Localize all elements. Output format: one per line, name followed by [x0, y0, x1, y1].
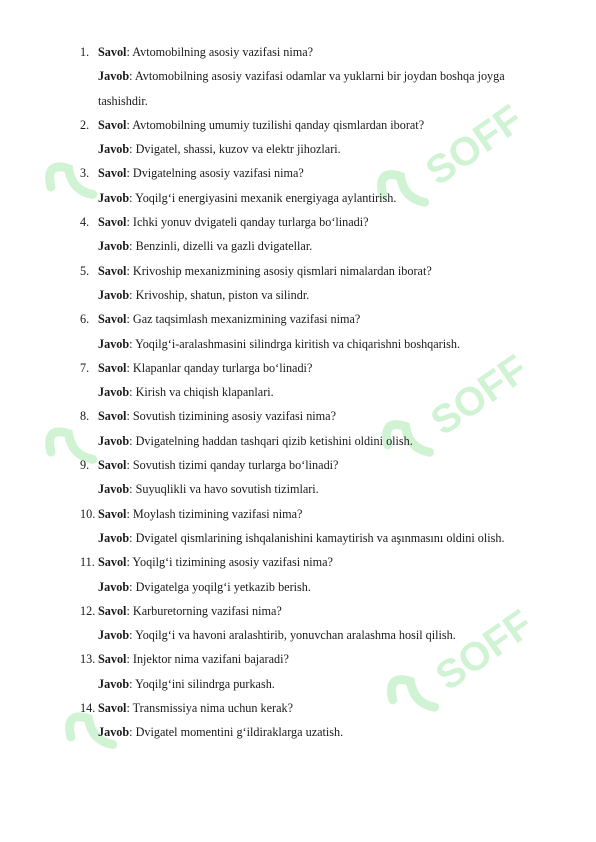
answer-text: : Dvigatel qismlarining ishqalanishini kamaytirish va aşınmasını oldini olish.	[129, 530, 505, 545]
answer-line	[80, 332, 540, 356]
answer-label: Javob	[98, 482, 130, 497]
question-text: : Ichki yonuv dvigateli qanday turlarga bo‘linadi?	[126, 215, 369, 230]
answer-line	[80, 720, 540, 744]
question-text: : Klapanlar qanday turlarga bo‘linadi?	[126, 360, 313, 375]
answer-text: : Yoqilg‘i energiyasini mexanik energiyaga aylantirish.	[129, 190, 397, 205]
item-number: 11.	[80, 555, 95, 570]
qa-item	[80, 259, 540, 308]
item-number: 4.	[80, 215, 90, 230]
question-line	[80, 550, 540, 574]
question-line	[80, 210, 540, 234]
question-label: Savol	[98, 458, 127, 473]
question-text: : Moylash tizimining vazifasi nima?	[126, 506, 303, 521]
answer-label: Javob	[98, 579, 130, 594]
item-number: 7.	[80, 360, 90, 375]
question-line	[80, 161, 540, 185]
answer-text: : Yoqilg‘ini silindrga purkash.	[129, 676, 275, 691]
answer-label: Javob	[98, 336, 130, 351]
qa-item	[80, 647, 540, 696]
question-label: Savol	[98, 312, 127, 327]
answer-line	[80, 137, 540, 161]
question-line	[80, 113, 540, 137]
question-label: Savol	[98, 263, 127, 278]
question-line	[80, 307, 540, 331]
question-line	[80, 599, 540, 623]
answer-line	[80, 672, 540, 696]
question-text: : Avtomobilning umumiy tuzilishi qanday qismlardan iborat?	[126, 117, 425, 132]
answer-text: : Yoqilg‘i va havoni aralashtirib, yonuvchan aralashma hosil qilish.	[129, 628, 456, 643]
answer-label: Javob	[98, 628, 130, 643]
qa-item	[80, 307, 540, 356]
answer-line	[80, 526, 540, 550]
qa-item	[80, 210, 540, 259]
question-text: : Dvigatelning asosiy vazifasi nima?	[126, 166, 304, 181]
question-line	[80, 647, 540, 671]
item-number: 3.	[80, 166, 90, 181]
item-number: 2.	[80, 117, 90, 132]
answer-text: : Yoqilg‘i-aralashmasini silindrga kiritish va chiqarishni boshqarish.	[129, 336, 460, 351]
answer-label: Javob	[98, 530, 130, 545]
answer-text: : Dvigatel momentini g‘ildiraklarga uzatish.	[129, 725, 344, 740]
answer-line	[80, 64, 540, 113]
question-text: : Karburetorning vazifasi nima?	[126, 603, 282, 618]
svg-text:SOFF: SOFF	[428, 601, 541, 699]
question-label: Savol	[98, 117, 127, 132]
answer-text: : Krivoship, shatun, piston va silindr.	[129, 287, 310, 302]
item-number: 13.	[80, 652, 96, 667]
question-label: Savol	[98, 603, 127, 618]
answer-label: Javob	[98, 287, 130, 302]
question-line	[80, 453, 540, 477]
question-label: Savol	[98, 555, 127, 570]
qa-item	[80, 161, 540, 210]
question-label: Savol	[98, 215, 127, 230]
question-label: Savol	[98, 701, 127, 716]
qa-item	[80, 696, 540, 745]
question-line	[80, 356, 540, 380]
qa-item	[80, 40, 540, 113]
question-line	[80, 40, 540, 64]
answer-label: Javob	[98, 676, 130, 691]
answer-line	[80, 477, 540, 501]
item-number: 14.	[80, 701, 96, 716]
question-line	[80, 404, 540, 428]
qa-item	[80, 453, 540, 502]
qa-item	[80, 550, 540, 599]
svg-text:SOFF: SOFF	[418, 96, 531, 194]
answer-label: Javob	[98, 69, 130, 84]
answer-label: Javob	[98, 239, 130, 254]
question-text: : Gaz taqsimlash mexanizmining vazifasi nima?	[126, 312, 361, 327]
answer-label: Javob	[98, 385, 130, 400]
answer-text: : Suyuqlikli va havo sovutish tizimlari.	[129, 482, 319, 497]
question-line	[80, 259, 540, 283]
item-number: 6.	[80, 312, 90, 327]
answer-line	[80, 283, 540, 307]
answer-line	[80, 429, 540, 453]
item-number: 1.	[80, 45, 90, 59]
answer-text: : Avtomobilning asosiy vazifasi odamlar va yuklarni bir joydan boshqa joyga tashishdir.	[98, 69, 505, 108]
question-text: : Yoqilg‘i tizimining asosiy vazifasi nima?	[126, 555, 333, 570]
answer-line	[80, 623, 540, 647]
question-label: Savol	[98, 652, 127, 667]
question-label: Savol	[98, 409, 127, 424]
qa-item	[80, 502, 540, 551]
item-number: 5.	[80, 263, 90, 278]
question-text: : Sovutish tizimi qanday turlarga bo‘linadi?	[126, 458, 339, 473]
answer-text: : Benzinli, dizelli va gazli dvigatellar.	[129, 239, 313, 254]
question-label: Savol	[98, 45, 127, 59]
qa-item	[80, 404, 540, 453]
answer-label: Javob	[98, 725, 130, 740]
qa-item	[80, 113, 540, 162]
svg-text:SOFF: SOFF	[423, 346, 536, 444]
question-label: Savol	[98, 360, 127, 375]
question-text: : Krivoship mexanizmining asosiy qismlari nimalardan iborat?	[126, 263, 432, 278]
answer-line	[80, 575, 540, 599]
answer-text: : Kirish va chiqish klapanlari.	[129, 385, 274, 400]
qa-item	[80, 356, 540, 405]
qa-item	[80, 599, 540, 648]
question-label: Savol	[98, 506, 127, 521]
question-text: : Avtomobilning asosiy vazifasi nima?	[126, 45, 314, 59]
answer-text: : Dvigatelning haddan tashqari qizib ketishini oldini olish.	[129, 433, 413, 448]
qa-list	[80, 40, 540, 745]
question-label: Savol	[98, 166, 127, 181]
answer-label: Javob	[98, 433, 130, 448]
answer-label: Javob	[98, 190, 130, 205]
item-number: 12.	[80, 603, 96, 618]
answer-line	[80, 234, 540, 258]
item-number: 8.	[80, 409, 90, 424]
answer-line	[80, 380, 540, 404]
question-text: : Injektor nima vazifani bajaradi?	[126, 652, 289, 667]
answer-text: : Dvigatelga yoqilg‘i yetkazib berish.	[129, 579, 311, 594]
item-number: 9.	[80, 458, 90, 473]
answer-line	[80, 186, 540, 210]
question-line	[80, 502, 540, 526]
question-line	[80, 696, 540, 720]
question-text: : Transmissiya nima uchun kerak?	[126, 701, 293, 716]
answer-text: : Dvigatel, shassi, kuzov va elektr jihozlari.	[129, 142, 341, 157]
item-number: 10.	[80, 506, 96, 521]
answer-label: Javob	[98, 142, 130, 157]
question-text: : Sovutish tizimining asosiy vazifasi nima?	[126, 409, 336, 424]
